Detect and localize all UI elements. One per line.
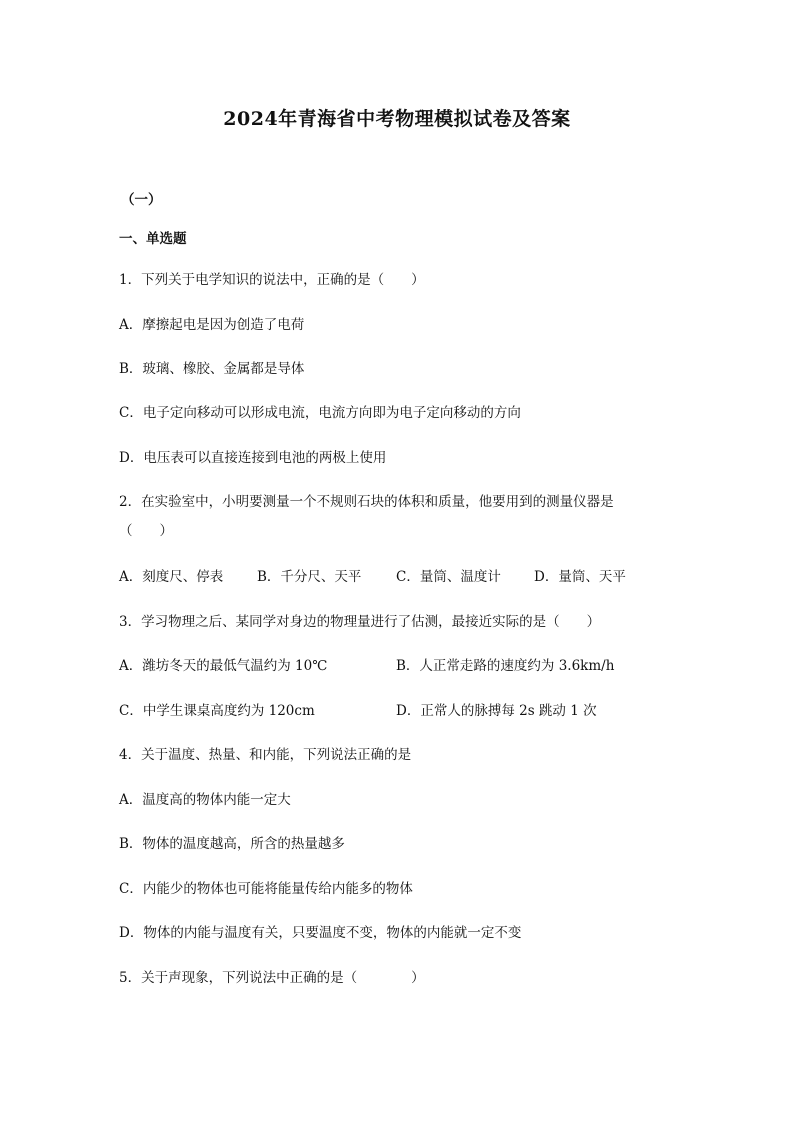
- question-3-option-b: B．人正常走路的速度约为 3.6km/h: [396, 658, 615, 674]
- question-4-option-c: C．内能少的物体也可能将能量传给内能多的物体: [119, 881, 413, 897]
- question-1-option-d: D．电压表可以直接连接到电池的两极上使用: [119, 450, 387, 466]
- question-3-stem: 3．学习物理之后、某同学对身边的物理量进行了估测，最接近实际的是（ ）: [119, 614, 601, 630]
- question-1-option-b: B．玻璃、橡胶、金属都是导体: [119, 361, 305, 377]
- question-5-stem: 5．关于声现象，下列说法中正确的是（ ）: [119, 970, 425, 986]
- question-4-option-b: B．物体的温度越高，所含的热量越多: [119, 836, 345, 852]
- question-2-stem-continued: （ ）: [119, 523, 173, 539]
- question-2-option-d: D．量筒、天平: [534, 569, 626, 585]
- question-2-option-c: C．量筒、温度计: [396, 569, 501, 585]
- section-heading: 一、单选题: [119, 231, 187, 247]
- question-2-option-b: B．千分尺、天平: [257, 569, 362, 585]
- question-4-stem: 4．关于温度、热量、和内能，下列说法正确的是: [119, 747, 412, 763]
- question-1-option-c: C．电子定向移动可以形成电流，电流方向即为电子定向移动的方向: [119, 405, 521, 421]
- document-title: 2024年青海省中考物理模拟试卷及答案: [223, 108, 571, 130]
- question-1-option-a: A．摩擦起电是因为创造了电荷: [119, 317, 305, 333]
- question-3-option-d: D．正常人的脉搏每 2s 跳动 1 次: [396, 703, 597, 719]
- question-3-option-a: A．潍坊冬天的最低气温约为 10℃: [119, 658, 328, 674]
- question-2-option-a: A．刻度尺、停表: [119, 569, 224, 585]
- question-4-option-d: D．物体的内能与温度有关，只要温度不变，物体的内能就一定不变: [119, 925, 522, 941]
- part-label: （一）: [121, 192, 162, 208]
- question-2-stem: 2．在实验室中，小明要测量一个不规则石块的体积和质量，他要用到的测量仪器是: [119, 494, 614, 510]
- question-3-option-c: C．中学生课桌高度约为 120cm: [119, 703, 315, 719]
- question-1-stem: 1．下列关于电学知识的说法中，正确的是（ ）: [119, 272, 425, 288]
- question-4-option-a: A．温度高的物体内能一定大: [119, 792, 291, 808]
